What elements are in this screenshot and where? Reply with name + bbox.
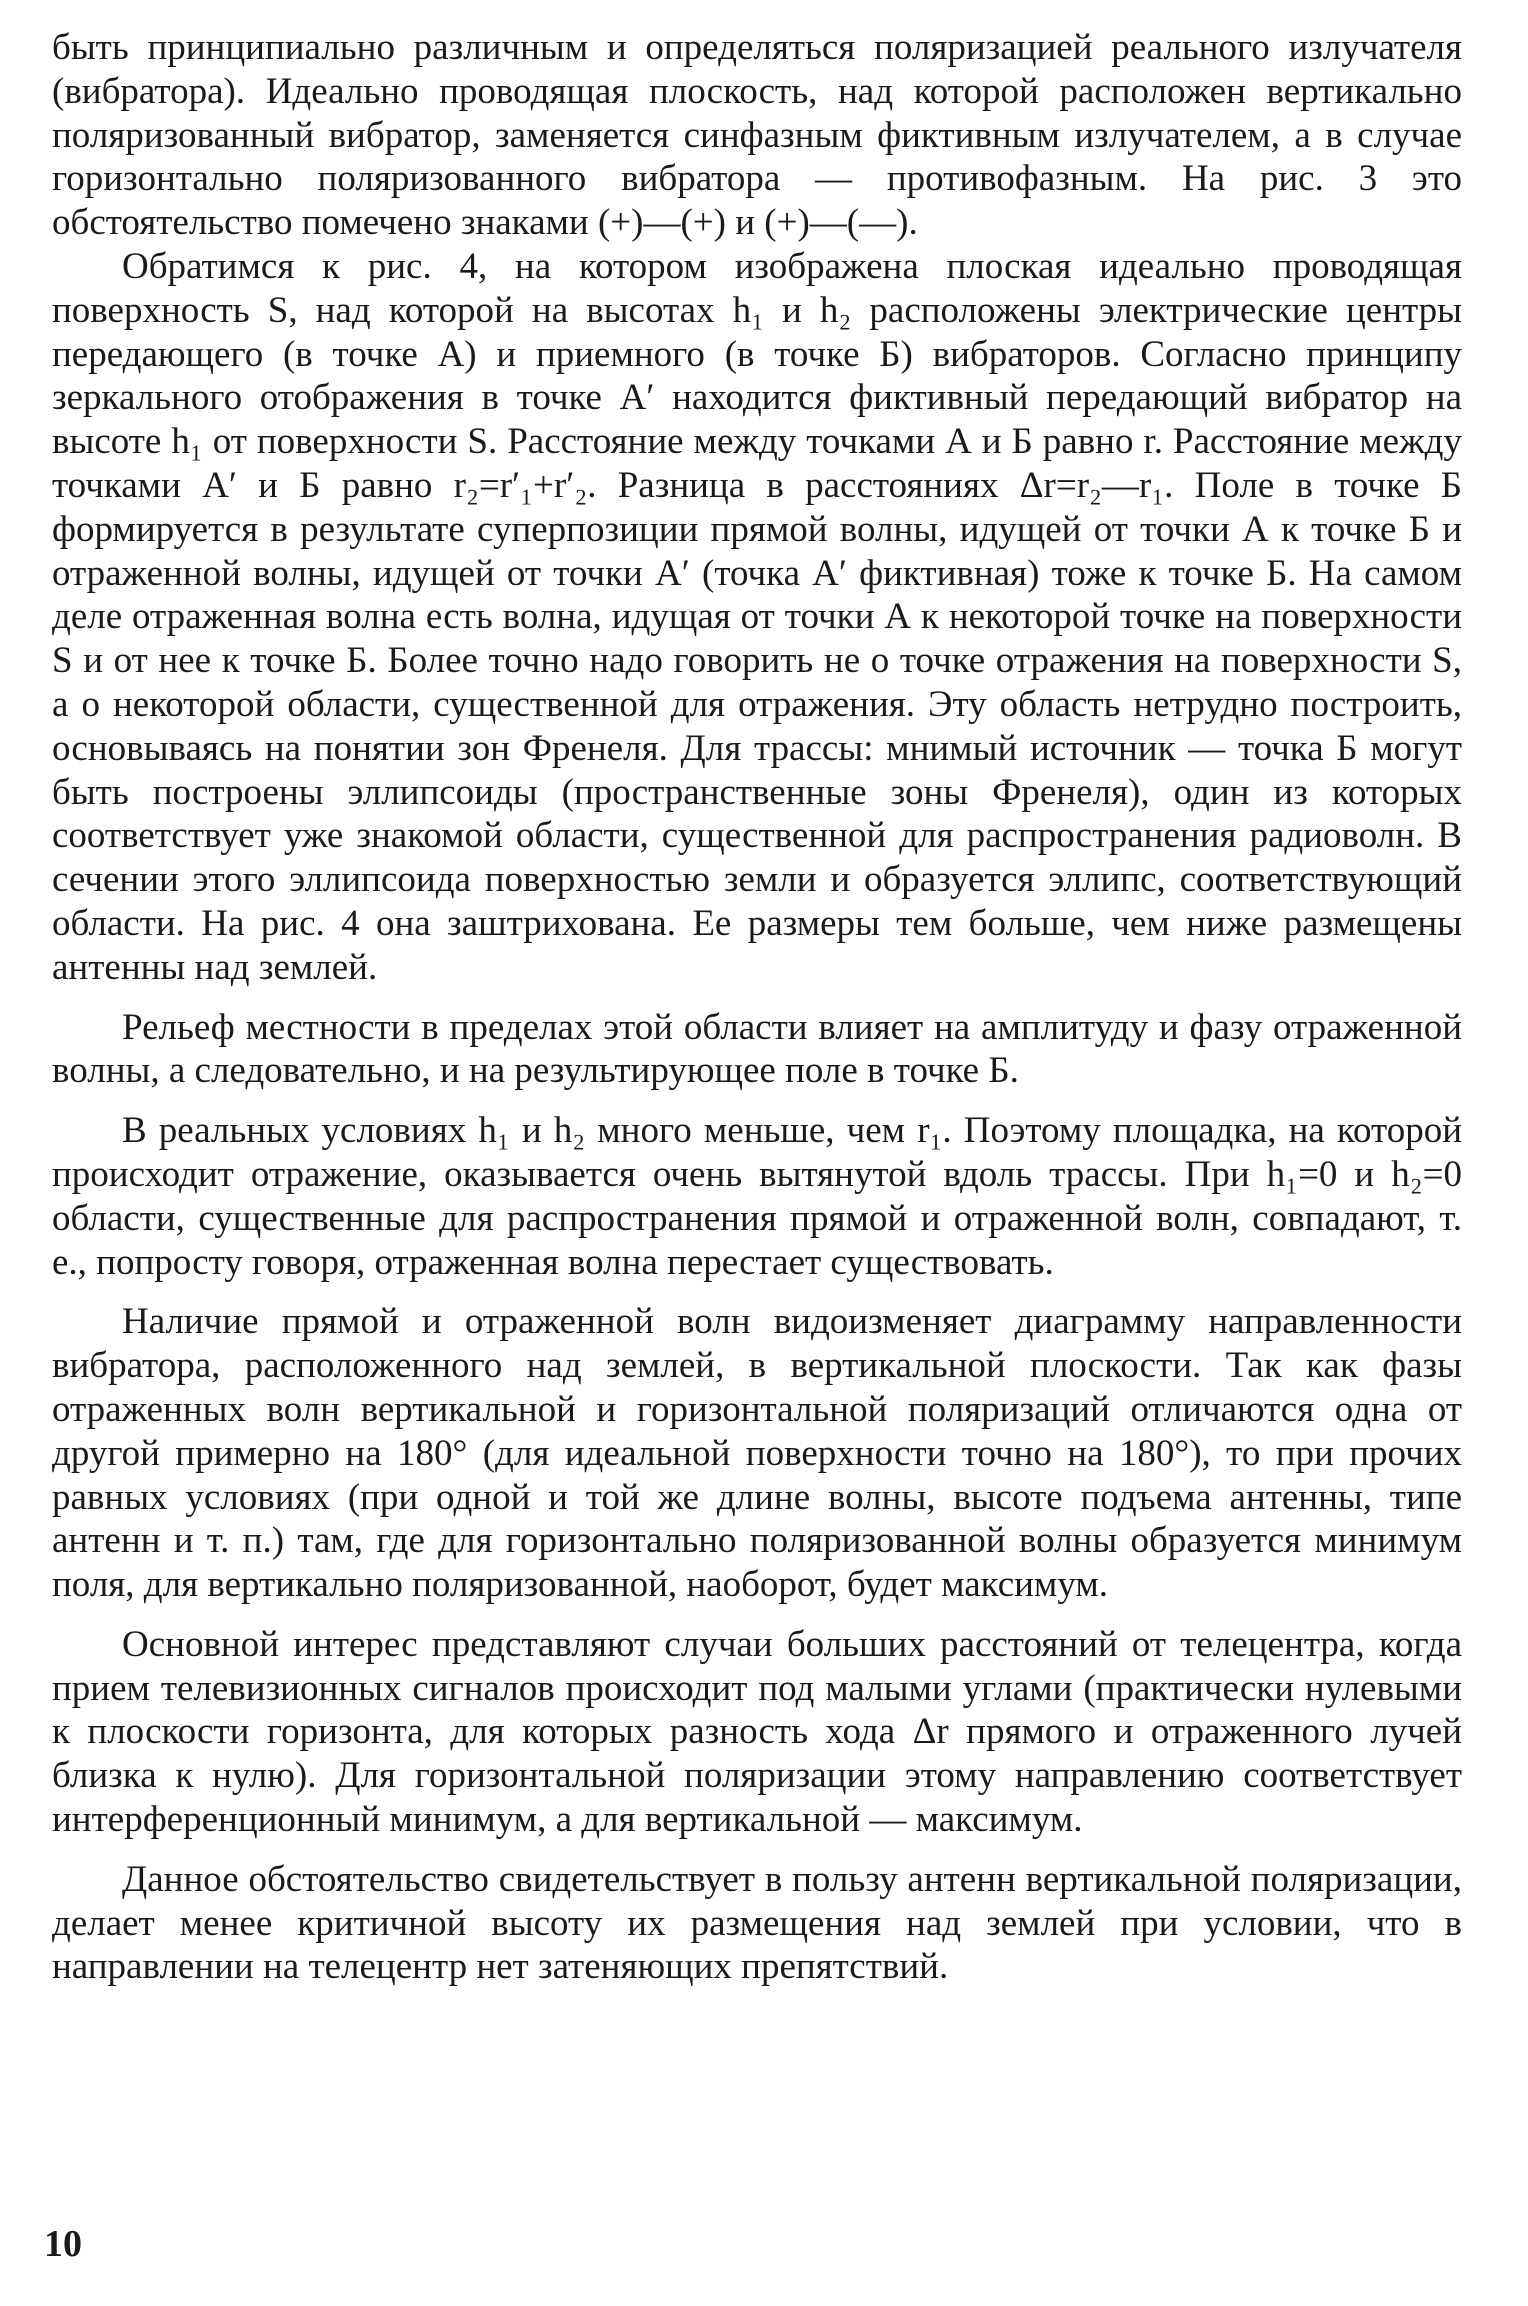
paragraph-3: Рельеф местности в пределах этой области влияет на амплитуду и фазу отраженной волны, а следовательно, и на результирующее поле в точке Б. [52, 1006, 1462, 1092]
paragraph-1: быть принципиально различным и определяться поляризацией реального излучателя (вибратора). Идеально проводящая плоскость, над которой расположен вертикально поляризованный вибратор, заменяется синфазным фиктивным излучателем, а в случае горизонтально поляризованного вибратора — противофазным. На рис. 3 это обстоятельство помечено знаками (+)—(+) и (+)—(—). [52, 27, 1462, 244]
page-body [52, 26, 1462, 1989]
paragraph-5: Наличие прямой и отраженной волн видоизменяет диаграмму направленности вибратора, расположенного над землей, в вертикальной плоскости. Так как фазы отраженных волн вертикальной и горизонтальной поляризаций отличаются одна от другой примерно на 180° (для идеальной поверхности точно на 180°), то при прочих равных условиях (при одной и той же длине волны, высоте подъема антенны, типе антенн и т. п.) там, где для горизонтально поляризованной волны образуется минимум поля, для вертикально поляризованной, наоборот, будет максимум. [52, 1301, 1462, 1606]
page-number: 10 [44, 2223, 82, 2265]
paragraph-2: Обратимся к рис. 4, на котором изображена плоская идеально проводящая поверхность S, над которой на высотах h₁ и h₂ расположены электрические центры передающего (в точке А) и приемного (в точке Б) вибраторов. Согласно принципу зеркального отображения в точке А′ находится фиктивный передающий вибратор на высоте h₁ от поверхности S. Расстояние между точками А и Б равно r. Расстояние между точками А′ и Б равно r₂=r′₁+r′₂. Разница в расстояниях Δr=r₂—r₁. Поле в точке Б формируется в результате суперпозиции прямой волны, идущей от точки А к точке Б и отраженной волны, идущей от точки А′ (точка А′ фиктивная) тоже к точке Б. На самом деле отраженная волна есть волна, идущая от точки А к некоторой точке на поверхности S и от нее к точке Б. Более точно надо говорить не о точке отражения на поверхности S, а о некоторой области, существенной для отражения. Эту область нетрудно построить, основываясь на понятии зон Френеля. Для трассы: мнимый источник — точка Б могут быть построены эллипсоиды (пространственные зоны Френеля), один из которых соответствует уже знакомой области, существенной для распространения радиоволн. В сечении этого эллипсоида поверхностью земли и образуется эллипс, соответствующий области. На рис. 4 она заштрихована. Ее размеры тем больше, чем ниже размещены антенны над землей. [52, 245, 1462, 988]
paragraph-7: Данное обстоятельство свидетельствует в пользу антенн вертикальной поляризации, делает менее критичной высоту их размещения над землей при условии, что в направлении на телецентр нет затеняющих препятствий. [52, 1858, 1462, 1988]
paragraph-6: Основной интерес представляют случаи больших расстояний от телецентра, когда прием телевизионных сигналов происходит под малыми углами (практически нулевыми к плоскости горизонта, для которых разность хода Δr прямого и отраженного лучей близка к нулю). Для горизонтальной поляризации этому направлению соответствует интерференционный минимум, а для вертикальной — максимум. [52, 1623, 1462, 1841]
paragraph-4: В реальных условиях h₁ и h₂ много меньше, чем r₁. Поэтому площадка, на которой происходит отражение, оказывается очень вытянутой вдоль трассы. При h₁=0 и h₂=0 области, существенные для распространения прямой и отраженной волн, совпадают, т. е., попросту говоря, отраженная волна перестает существовать. [52, 1110, 1462, 1283]
